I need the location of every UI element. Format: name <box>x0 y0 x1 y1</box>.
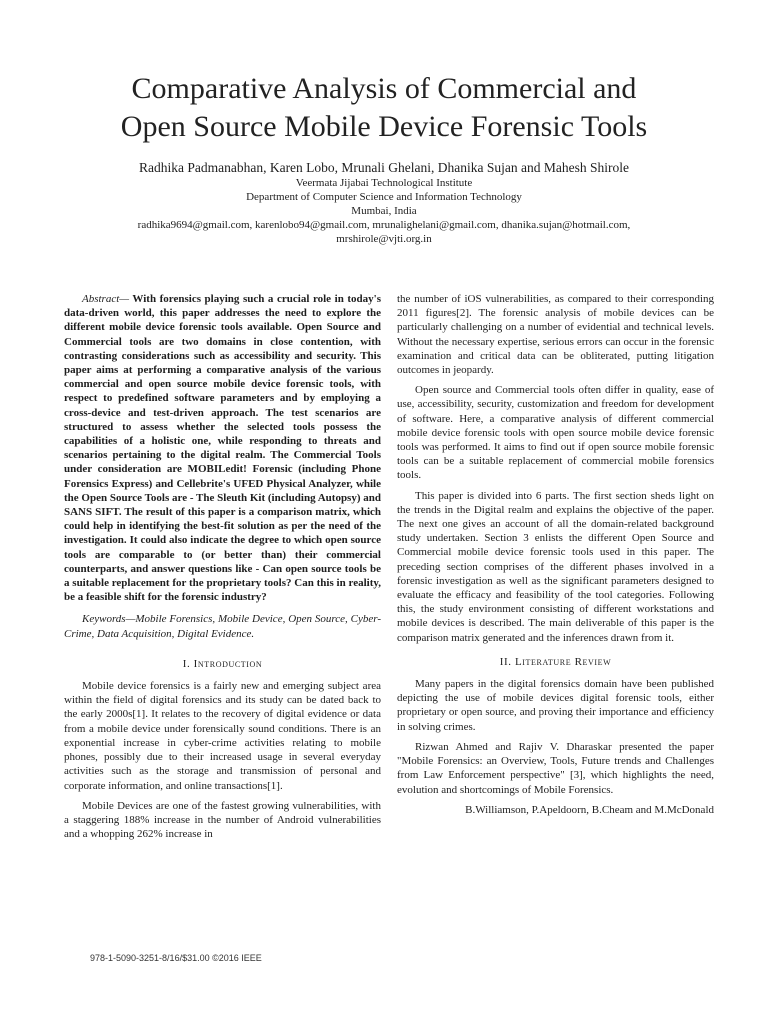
intro-paragraph-2: Mobile Devices are one of the fastest growing vulnerabilities, with a staggering 188% increase in the number of Android vulnerabilities and a whopping 262% increase in <box>64 799 381 841</box>
abstract-text: With forensics playing such a crucial role in today's data-driven world, this paper addresses the need to explore the different mobile device forensic tools available. Open Source and Commercial tools are two domains in close contention, with contrasting considerations such as accessibility and security. This paper aims at performing a comparative analysis of the various commercial and open source mobile device forensic tools, with respect to predefined software parameters and by employing a cross-device and test-driven approach. The test scenarios are structured to assess whether the selected tools possess the capabilities of a holistic one, while responding to threats and scenarios pertaining to the digital realm. The Commercial Tools under consideration are MOBILedit! Forensic (including Phone Forensics Express) and Cellebrite's UFED Physical Analyzer, while the Open Source Tools are - The Sleuth Kit (including Autopsy) and SANS SIFT. The result of this paper is a comparison matrix, which could help in identifying the best-fit solution as per the need of the investigation. It could also indicate the degree to which open source tools are comparable to (or better than) their commercial counterparts, and answer questions like - Can open source tools be a suitable replacement for the proprietary tools? Can this in reality, be a feasible shift for the forensic industry? <box>64 293 381 604</box>
institute-name: Veermata Jijabai Technological Institute <box>295 177 473 189</box>
title-line-1: Comparative Analysis of Commercial and <box>131 72 637 105</box>
literature-paragraph-1: Many papers in the digital forensics domain have been published depicting the use of mobile devices digital forensic tools, either proprietary or open source, and proving their importance and efficiency in solving crimes. <box>397 678 714 733</box>
right-column <box>397 292 714 823</box>
email-list-line-2: mrshirole@vjti.org.in <box>336 233 432 245</box>
right-paragraph-1: the number of iOS vulnerabilities, as compared to their corresponding 2011 figures[2]. The forensic analysis of mobile devices can be particularly challenging on a number of evidential and technical levels. Without the necessary expertise, serious errors can occur in the forensic examination and critical data can be obliterated, putting litigation outcomes in jeopardy. <box>397 293 714 377</box>
intro-paragraph-1: Mobile device forensics is a fairly new and emerging subject area within the field of digital forensics and its study can be dated back to the early 2000s[1]. It relates to the recovery of digital evidence or data from a mobile device under forensically sound conditions. There is an exponential increase in cyber-crime activities relating to mobile phones, possibly due to their increased usage in several everyday activities such as the storage and transmission of personal and corporate information, and online transactions[1]. <box>64 680 381 792</box>
department-name: Department of Computer Science and Information Technology <box>246 191 522 203</box>
literature-paragraph-2: Rizwan Ahmed and Rajiv V. Dharaskar presented the paper "Mobile Forensics: an Overview, Tools, Future trends and Challenges from Law Enforcement perspective" [3], which highlights the need, evolution and shortcomings of Mobile Forensics. <box>397 740 714 796</box>
author-list: Radhika Padmanabhan, Karen Lobo, Mrunali Ghelani, Dhanika Sujan and Mahesh Shirole <box>138 160 629 175</box>
paper-title <box>60 70 708 146</box>
affiliation-block <box>60 176 708 246</box>
section-heading-literature-review: II. Literature Review <box>499 655 612 668</box>
email-list-line-1: radhika9694@gmail.com, karenlobo94@gmail.com, mrunalighelani@gmail.com, dhanika.sujan@hotmail.com, <box>137 219 631 231</box>
location: Mumbai, India <box>351 205 417 217</box>
copyright-footer: 978-1-5090-3251-8/16/$31.00 ©2016 IEEE <box>90 953 262 963</box>
literature-paragraph-3: B.Williamson, P.Apeldoorn, B.Cheam and M.McDonald <box>465 803 714 816</box>
left-column <box>64 292 381 847</box>
title-line-2: Open Source Mobile Device Forensic Tools <box>120 110 648 143</box>
abstract <box>64 292 381 604</box>
keywords: Keywords—Mobile Forensics, Mobile Device, Open Source, Cyber-Crime, Data Acquisition, Digital Evidence. <box>64 613 381 640</box>
right-paragraph-2: Open source and Commercial tools often differ in quality, ease of use, accessibility, security, customization and freedom for development of software. Here, a comparative analysis of different commercial mobile device forensic tools with open source mobile device forensic tools was performed. It aims to find out if open source mobile forensic tools can be a suitable replacement of commercial mobile forensics tools. <box>397 384 714 482</box>
abstract-label: Abstract— <box>82 293 130 305</box>
section-heading-introduction: I. Introduction <box>182 657 263 670</box>
right-paragraph-3: This paper is divided into 6 parts. The first section sheds light on the trends in the Digital realm and explains the objective of the paper. The next one gives an account of all the domain-related background study undertaken. Section 3 enlists the different Open Source and Commercial mobile device forensic tools used in this paper. The preceding section comprises of the different phases involved in a forensic investigation as well as the significant parameters designed to evaluate the efficacy and feasibility of the tool categories. Following this, the study environment consisting of different workstations and mobile devices is described. The main deliverable of this paper is the comparison matrix generated and the inferences drawn from it. <box>397 489 714 644</box>
